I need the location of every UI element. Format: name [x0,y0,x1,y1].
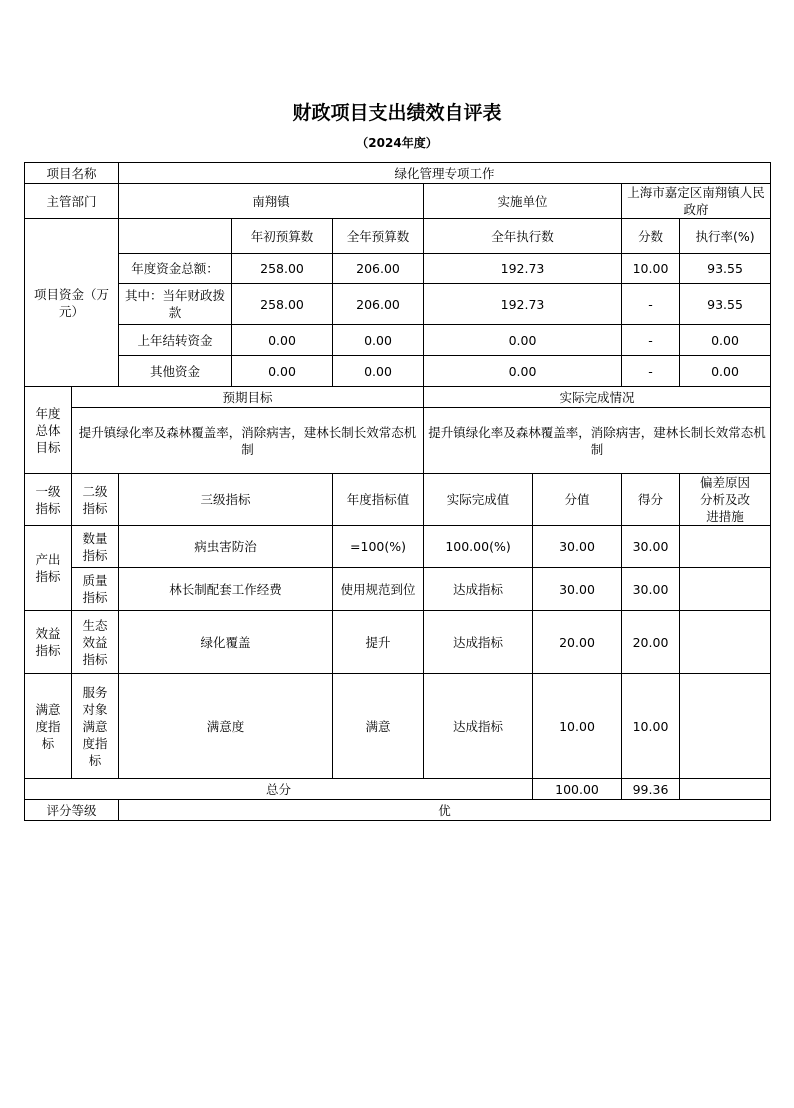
dept-label: 主管部门 [25,184,119,219]
indicator-level2: 生态效益指标 [72,611,119,674]
funds-cell: 0.00 [232,325,333,356]
indicator-score-value: 30.00 [533,526,622,568]
header-score-value: 分值 [533,474,622,526]
funds-row-label: 年度资金总额： [119,254,232,284]
indicator-level3: 病虫害防治 [119,526,333,568]
impl-label: 实施单位 [424,184,622,219]
page-title: 财政项目支出绩效自评表 [292,102,502,124]
funds-cell: 258.00 [232,284,333,325]
indicator-score: 10.00 [622,674,680,779]
funds-header-col: 全年预算数 [333,219,424,254]
funds-header-row [25,219,771,254]
funds-cell: 0.00 [680,325,771,356]
project-name-label: 项目名称 [25,163,119,184]
header-actual: 实际完成值 [424,474,533,526]
funds-cell: 93.55 [680,284,771,325]
indicator-level3: 绿化覆盖 [119,611,333,674]
funds-cell: - [622,284,680,325]
funds-header-col: 年初预算数 [232,219,333,254]
funds-row [25,356,771,387]
funds-cell: 0.00 [680,356,771,387]
indicator-row [25,526,771,568]
goals-expected-header: 预期目标 [72,387,424,408]
funds-row-label: 上年结转资金 [119,325,232,356]
indicator-score-value: 20.00 [533,611,622,674]
grade-label: 评分等级 [25,800,119,821]
funds-header-blank [119,219,232,254]
funds-cell: 0.00 [424,325,622,356]
funds-row [25,325,771,356]
funds-cell: 0.00 [232,356,333,387]
funds-header-col: 全年执行数 [424,219,622,254]
evaluation-table [24,162,771,821]
indicator-actual: 100.00(%) [424,526,533,568]
indicator-level2: 数量指标 [72,526,119,568]
total-deviation [680,779,771,800]
goals-label: 年度总体目标 [25,387,72,474]
indicator-target: 使用规范到位 [333,568,424,611]
indicator-level2: 服务对象满意度指标 [72,674,119,779]
total-row [25,779,771,800]
funds-cell: 206.00 [333,254,424,284]
funds-cell: 10.00 [622,254,680,284]
funds-cell: 206.00 [333,284,424,325]
page-subtitle: （2024年度） [356,136,438,150]
header-score: 得分 [622,474,680,526]
funds-cell: - [622,356,680,387]
indicator-deviation [680,674,771,779]
goals-expected-text: 提升镇绿化率及森林覆盖率，消除病害，建林长制长效常态机制 [72,408,424,474]
total-score-value: 100.00 [533,779,622,800]
indicator-target: =100(%) [333,526,424,568]
funds-cell: 192.73 [424,284,622,325]
grade-value: 优 [119,800,771,821]
dept-value: 南翔镇 [119,184,424,219]
header-target: 年度指标值 [333,474,424,526]
department-row [25,184,771,219]
benefit-level1: 效益指标 [25,611,72,674]
indicator-target: 满意 [333,674,424,779]
goals-header-row [25,387,771,408]
indicator-score-value: 30.00 [533,568,622,611]
indicator-level3: 满意度 [119,674,333,779]
indicator-level2: 质量指标 [72,568,119,611]
indicator-row [25,611,771,674]
project-name-row [25,163,771,184]
indicator-score: 30.00 [622,568,680,611]
funds-label: 项目资金（万元） [25,219,119,387]
funds-header-col: 执行率(%) [680,219,771,254]
project-name-value: 绿化管理专项工作 [119,163,771,184]
total-label: 总分 [25,779,533,800]
output-level1: 产出指标 [25,526,72,611]
impl-value: 上海市嘉定区南翔镇人民政府 [622,184,771,219]
indicator-actual: 达成指标 [424,674,533,779]
indicator-actual: 达成指标 [424,611,533,674]
satisfaction-level1: 满意度指标 [25,674,72,779]
funds-cell: 0.00 [333,325,424,356]
funds-row [25,254,771,284]
indicator-actual: 达成指标 [424,568,533,611]
indicator-row [25,568,771,611]
funds-row-label: 其他资金 [119,356,232,387]
header-level1: 一级指标 [25,474,72,526]
funds-cell: 258.00 [232,254,333,284]
grade-row [25,800,771,821]
indicator-deviation [680,526,771,568]
funds-row [25,284,771,325]
funds-header-col: 分数 [622,219,680,254]
goals-actual-text: 提升镇绿化率及森林覆盖率，消除病害，建林长制长效常态机制 [424,408,771,474]
header-deviation: 偏差原因分析及改进措施 [680,474,771,526]
indicator-deviation [680,568,771,611]
header-level2: 二级指标 [72,474,119,526]
indicator-row [25,674,771,779]
goals-content-row [25,408,771,474]
header-level3: 三级指标 [119,474,333,526]
indicator-level3: 林长制配套工作经费 [119,568,333,611]
funds-cell: 0.00 [333,356,424,387]
funds-cell: - [622,325,680,356]
indicator-score: 20.00 [622,611,680,674]
funds-row-label: 其中：当年财政拨款 [119,284,232,325]
funds-cell: 93.55 [680,254,771,284]
goals-actual-header: 实际完成情况 [424,387,771,408]
indicator-deviation [680,611,771,674]
funds-cell: 192.73 [424,254,622,284]
indicator-target: 提升 [333,611,424,674]
total-score: 99.36 [622,779,680,800]
funds-cell: 0.00 [424,356,622,387]
indicator-score-value: 10.00 [533,674,622,779]
indicator-header-row [25,474,771,526]
indicator-score: 30.00 [622,526,680,568]
